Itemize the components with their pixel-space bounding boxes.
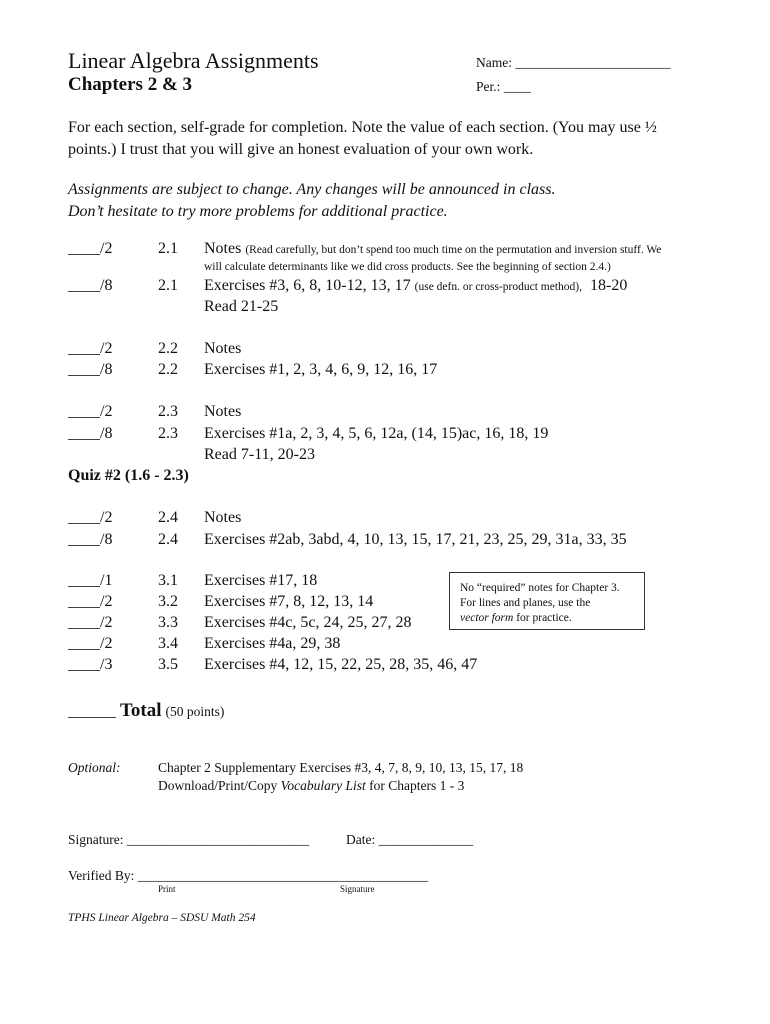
- assignment-main: Exercises #7, 8, 12, 13, 14: [204, 593, 374, 610]
- name-field-label: Name: _______________________: [476, 55, 671, 70]
- verified-by-line: Verified By: ___________________________________________: [68, 868, 428, 883]
- assignment-main: Exercises #4c, 5c, 24, 25, 27, 28: [204, 614, 412, 631]
- signature-line: Signature: ___________________________: [68, 832, 310, 847]
- assignment-main: Exercises #17, 18: [204, 572, 318, 589]
- note-line-2: For lines and planes, use the: [460, 597, 591, 609]
- section-number: 3.5: [158, 656, 178, 673]
- signature-caption: Signature: [340, 884, 375, 894]
- score-blank: ____/8: [68, 361, 113, 378]
- optional-label: Optional:: [68, 760, 121, 775]
- assignment-main: Exercises #4a, 29, 38: [204, 635, 341, 652]
- intro-line-2: points.) I trust that you will give an honest evaluation of your own work.: [68, 141, 534, 158]
- total-label: Total: [120, 700, 162, 721]
- assignment-extra: Read 21-25: [204, 298, 279, 315]
- score-blank: ____/2: [68, 635, 113, 652]
- assignment-main: Notes: [204, 240, 242, 257]
- footer-text: TPHS Linear Algebra – SDSU Math 254: [68, 912, 256, 924]
- total-points: (50 points): [165, 704, 225, 719]
- assignment-main: Notes: [204, 340, 242, 357]
- optional-line-2: [158, 778, 464, 794]
- score-blank: ____/2: [68, 340, 113, 357]
- assignment-tail: 18-20: [589, 277, 628, 294]
- note-line-3: [460, 611, 634, 626]
- assignment-row: [204, 277, 627, 295]
- section-number: 2.4: [158, 509, 178, 526]
- score-blank: ____/2: [68, 509, 113, 526]
- note-line-3-rest: for practice.: [513, 612, 572, 624]
- score-blank: ____/2: [68, 240, 113, 257]
- page-title: Linear Algebra Assignments: [68, 48, 319, 73]
- score-blank: ____/8: [68, 531, 113, 548]
- section-number: 2.1: [158, 277, 178, 294]
- section-number: 2.2: [158, 361, 178, 378]
- total-blank: ______: [68, 703, 116, 720]
- section-number: 2.4: [158, 531, 178, 548]
- intro-italic-2: Don’t hesitate to try more problems for additional practice.: [68, 203, 448, 220]
- vocabulary-list-text: Vocabulary List: [280, 778, 366, 793]
- section-number: 3.2: [158, 593, 178, 610]
- score-blank: ____/1: [68, 572, 113, 589]
- intro-line-1: For each section, self-grade for completion. Note the value of each section. (You may use ½: [68, 119, 657, 136]
- date-line: Date: ______________: [346, 832, 474, 847]
- note-italic: vector form: [460, 612, 514, 624]
- section-number: 2.2: [158, 340, 178, 357]
- score-blank: ____/8: [68, 425, 113, 442]
- score-blank: ____/8: [68, 277, 113, 294]
- assignment-main: Exercises #2ab, 3abd, 4, 10, 13, 15, 17, 21, 23, 25, 29, 31a, 33, 35: [204, 531, 627, 548]
- period-field-label: Per.: ____: [476, 79, 531, 94]
- assignment-detail: (use defn. or cross-product method),: [414, 281, 582, 293]
- quiz-heading: Quiz #2 (1.6 - 2.3): [68, 467, 189, 484]
- chapter3-note-box: [449, 572, 645, 630]
- score-blank: ____/2: [68, 614, 113, 631]
- section-number: 3.3: [158, 614, 178, 631]
- assignment-main: Notes: [204, 403, 242, 420]
- section-number: 2.3: [158, 403, 178, 420]
- page-subtitle: Chapters 2 & 3: [68, 74, 193, 95]
- assignment-extra: Read 7-11, 20-23: [204, 446, 315, 463]
- assignment-main: Exercises #4, 12, 15, 22, 25, 28, 35, 46, 47: [204, 656, 478, 673]
- assignment-detail: (Read carefully, but don’t spend too much time on the permutation and inversion stuff. We: [245, 244, 662, 256]
- assignment-main: Exercises #3, 6, 8, 10-12, 13, 17: [204, 277, 411, 294]
- intro-italic-1: Assignments are subject to change. Any changes will be announced in class.: [68, 181, 556, 198]
- optional-line-1: Chapter 2 Supplementary Exercises #3, 4, 7, 8, 9, 10, 13, 15, 17, 18: [158, 760, 524, 775]
- score-blank: ____/3: [68, 656, 113, 673]
- optional-line-2-post: for Chapters 1 - 3: [365, 778, 465, 793]
- assignment-main: Exercises #1a, 2, 3, 4, 5, 6, 12a, (14, 15)ac, 16, 18, 19: [204, 425, 549, 442]
- assignment-main: Exercises #1, 2, 3, 4, 6, 9, 12, 16, 17: [204, 361, 438, 378]
- assignment-row: [204, 240, 661, 258]
- optional-line-2-pre: Download/Print/Copy: [158, 778, 281, 793]
- section-number: 3.4: [158, 635, 178, 652]
- section-number: 3.1: [158, 572, 178, 589]
- total-row: [68, 700, 224, 722]
- score-blank: ____/2: [68, 403, 113, 420]
- assignment-main: Notes: [204, 509, 242, 526]
- section-number: 2.3: [158, 425, 178, 442]
- note-line-1: No “required” notes for Chapter 3.: [460, 582, 620, 594]
- print-caption: Print: [158, 884, 176, 894]
- assignment-detail-2: will calculate determinants like we did cross products. See the beginning of section 2.4.): [204, 261, 611, 273]
- section-number: 2.1: [158, 240, 178, 257]
- score-blank: ____/2: [68, 593, 113, 610]
